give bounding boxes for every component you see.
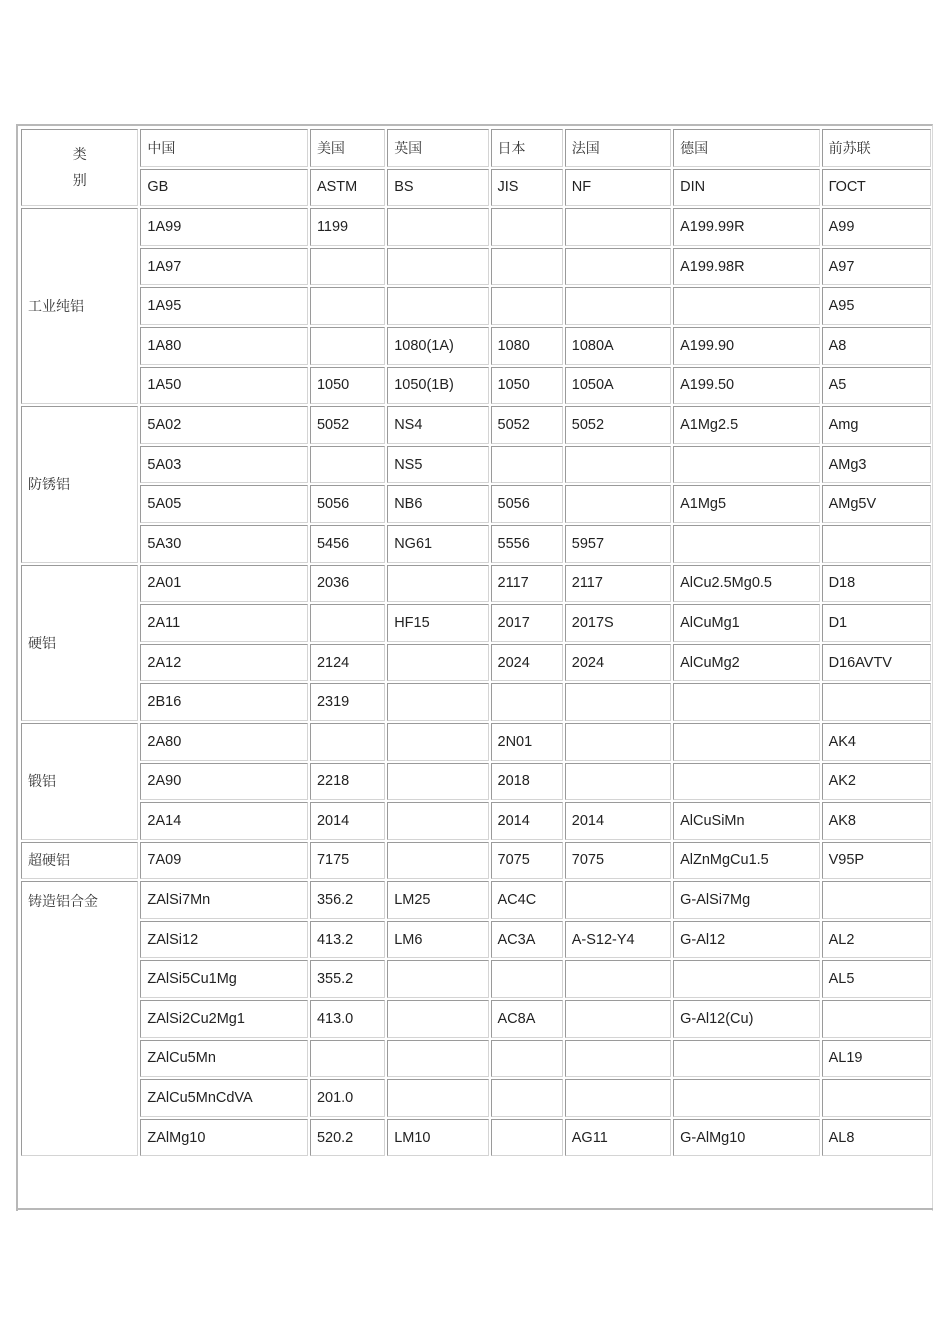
- grade-cell: 5556: [491, 525, 563, 563]
- grade-cell: 1050: [310, 367, 385, 405]
- grade-cell: AL5: [822, 960, 931, 998]
- grade-cell: [491, 1079, 563, 1117]
- category-header-cell: [21, 129, 138, 206]
- grade-cell: [822, 683, 931, 721]
- grade-cell: [673, 525, 819, 563]
- header-row-country: [21, 129, 931, 167]
- table-row: [21, 604, 931, 642]
- grade-cell: 2024: [491, 644, 563, 682]
- grade-cell: D18: [822, 565, 931, 603]
- table-row: [21, 1119, 931, 1157]
- table-row: [21, 565, 931, 603]
- grade-cell: AlCuSiMn: [673, 802, 819, 840]
- table-body: [21, 129, 931, 1156]
- table-row: [21, 1079, 931, 1117]
- header-standard-gost: ГОСТ: [822, 169, 931, 207]
- grade-cell: 5A05: [140, 485, 308, 523]
- category-cell: 铸造铝合金: [21, 881, 138, 1156]
- grade-cell: [673, 446, 819, 484]
- grade-cell: 1199: [310, 208, 385, 246]
- grade-cell: 2017S: [565, 604, 671, 642]
- grade-cell: 356.2: [310, 881, 385, 919]
- grade-cell: [310, 327, 385, 365]
- category-cell: 硬铝: [21, 565, 138, 721]
- grade-cell: [387, 1040, 488, 1078]
- category-cell: 锻铝: [21, 723, 138, 840]
- header-standard-astm: ASTM: [310, 169, 385, 207]
- header-country-uk: 英国: [387, 129, 488, 167]
- grade-cell: [310, 446, 385, 484]
- grade-cell: 2A90: [140, 763, 308, 801]
- grade-cell: 201.0: [310, 1079, 385, 1117]
- grade-cell: 5056: [491, 485, 563, 523]
- grade-cell: [565, 683, 671, 721]
- table-row: [21, 802, 931, 840]
- grade-cell: [491, 287, 563, 325]
- header-standard-gb: GB: [140, 169, 308, 207]
- grade-cell: 413.2: [310, 921, 385, 959]
- grade-cell: [565, 763, 671, 801]
- grade-cell: 1050A: [565, 367, 671, 405]
- grade-cell: AL19: [822, 1040, 931, 1078]
- grade-cell: 355.2: [310, 960, 385, 998]
- header-standard-bs: BS: [387, 169, 488, 207]
- grade-cell: 1A97: [140, 248, 308, 286]
- grade-cell: 7A09: [140, 842, 308, 880]
- grade-cell: 5A03: [140, 446, 308, 484]
- grade-cell: LM10: [387, 1119, 488, 1157]
- category-cell: 防锈铝: [21, 406, 138, 562]
- grade-cell: [565, 723, 671, 761]
- grade-cell: [673, 960, 819, 998]
- grade-cell: AMg5V: [822, 485, 931, 523]
- grade-cell: 5052: [310, 406, 385, 444]
- grade-cell: D16AVTV: [822, 644, 931, 682]
- grade-cell: [491, 1040, 563, 1078]
- grade-cell: ZAlMg10: [140, 1119, 308, 1157]
- table-row: [21, 327, 931, 365]
- grade-cell: AlCu2.5Mg0.5: [673, 565, 819, 603]
- header-country-china: 中国: [140, 129, 308, 167]
- table-row: [21, 446, 931, 484]
- grade-cell: [387, 287, 488, 325]
- grade-cell: G-Al12(Cu): [673, 1000, 819, 1038]
- table-bottom-rule: [16, 1208, 933, 1210]
- grade-cell: HF15: [387, 604, 488, 642]
- grade-cell: [565, 1040, 671, 1078]
- grade-cell: AC4C: [491, 881, 563, 919]
- grade-cell: 1A50: [140, 367, 308, 405]
- grade-cell: [491, 960, 563, 998]
- header-country-ussr: 前苏联: [822, 129, 931, 167]
- grade-cell: A199.98R: [673, 248, 819, 286]
- grade-cell: ZAlSi12: [140, 921, 308, 959]
- table-row: [21, 485, 931, 523]
- grade-cell: AMg3: [822, 446, 931, 484]
- grade-cell: A95: [822, 287, 931, 325]
- table-row: [21, 960, 931, 998]
- grade-cell: AL8: [822, 1119, 931, 1157]
- grade-cell: 7075: [491, 842, 563, 880]
- table-row: [21, 287, 931, 325]
- grade-cell: 1A99: [140, 208, 308, 246]
- grade-cell: [565, 1079, 671, 1117]
- header-standard-din: DIN: [673, 169, 819, 207]
- grade-cell: ZAlSi5Cu1Mg: [140, 960, 308, 998]
- grade-cell: [673, 683, 819, 721]
- grade-cell: [822, 881, 931, 919]
- grade-cell: 5957: [565, 525, 671, 563]
- grade-cell: 2A11: [140, 604, 308, 642]
- grade-cell: 2A14: [140, 802, 308, 840]
- grade-cell: A5: [822, 367, 931, 405]
- grade-cell: 2319: [310, 683, 385, 721]
- table-row: [21, 683, 931, 721]
- grade-cell: [387, 723, 488, 761]
- grade-cell: 1A80: [140, 327, 308, 365]
- table-row: [21, 208, 931, 246]
- grade-cell: G-Al12: [673, 921, 819, 959]
- grade-cell: 1080(1A): [387, 327, 488, 365]
- header-country-germany: 德国: [673, 129, 819, 167]
- category-cell: 工业纯铝: [21, 208, 138, 404]
- grade-cell: A1Mg5: [673, 485, 819, 523]
- table-row: [21, 842, 931, 880]
- grade-cell: A199.90: [673, 327, 819, 365]
- grade-cell: AlCuMg2: [673, 644, 819, 682]
- grade-cell: [387, 763, 488, 801]
- grade-cell: [387, 644, 488, 682]
- grade-cell: [822, 1079, 931, 1117]
- grade-cell: Amg: [822, 406, 931, 444]
- grade-cell: [387, 683, 488, 721]
- table-row: [21, 644, 931, 682]
- grade-cell: A199.99R: [673, 208, 819, 246]
- grade-cell: [310, 287, 385, 325]
- grade-cell: [310, 723, 385, 761]
- grade-cell: 2014: [491, 802, 563, 840]
- alloy-grade-comparison-table: [19, 127, 933, 1158]
- grade-cell: 5056: [310, 485, 385, 523]
- grade-cell: [491, 683, 563, 721]
- grade-cell: 2017: [491, 604, 563, 642]
- grade-cell: 2218: [310, 763, 385, 801]
- grade-cell: V95P: [822, 842, 931, 880]
- header-standard-jis: JIS: [491, 169, 563, 207]
- grade-cell: 2A01: [140, 565, 308, 603]
- header-standard-nf: NF: [565, 169, 671, 207]
- header-country-japan: 日本: [491, 129, 563, 167]
- grade-cell: [387, 1000, 488, 1038]
- grade-cell: [387, 960, 488, 998]
- grade-cell: A1Mg2.5: [673, 406, 819, 444]
- grade-cell: [673, 763, 819, 801]
- grade-cell: 2014: [310, 802, 385, 840]
- grade-cell: 1050(1B): [387, 367, 488, 405]
- grade-cell: [822, 525, 931, 563]
- grade-cell: ZAlCu5Mn: [140, 1040, 308, 1078]
- grade-cell: [673, 1040, 819, 1078]
- grade-cell: [310, 1040, 385, 1078]
- grade-cell: A199.50: [673, 367, 819, 405]
- grade-cell: [491, 208, 563, 246]
- alloy-grade-table-frame: [16, 124, 933, 1211]
- table-row: [21, 367, 931, 405]
- grade-cell: AL2: [822, 921, 931, 959]
- grade-cell: 7175: [310, 842, 385, 880]
- grade-cell: [387, 208, 488, 246]
- grade-cell: 1080A: [565, 327, 671, 365]
- category-cell: 超硬铝: [21, 842, 138, 880]
- grade-cell: 2117: [565, 565, 671, 603]
- grade-cell: NG61: [387, 525, 488, 563]
- grade-cell: [565, 248, 671, 286]
- grade-cell: [387, 248, 488, 286]
- grade-cell: [565, 1000, 671, 1038]
- grade-cell: 5456: [310, 525, 385, 563]
- table-row: [21, 921, 931, 959]
- grade-cell: [565, 485, 671, 523]
- table-row: [21, 248, 931, 286]
- grade-cell: 5052: [491, 406, 563, 444]
- table-row: [21, 763, 931, 801]
- header-row-standard: [21, 169, 931, 207]
- table-row: [21, 406, 931, 444]
- table-row: [21, 1040, 931, 1078]
- grade-cell: AlZnMgCu1.5: [673, 842, 819, 880]
- category-header-line-2: 别: [72, 172, 87, 189]
- grade-cell: [565, 960, 671, 998]
- grade-cell: [491, 446, 563, 484]
- grade-cell: 2014: [565, 802, 671, 840]
- grade-cell: 520.2: [310, 1119, 385, 1157]
- category-header-line-1: 类: [72, 146, 87, 163]
- grade-cell: 2117: [491, 565, 563, 603]
- table-row: [21, 723, 931, 761]
- table-row: [21, 881, 931, 919]
- grade-cell: 5A30: [140, 525, 308, 563]
- grade-cell: [310, 604, 385, 642]
- grade-cell: [387, 1079, 488, 1117]
- grade-cell: LM6: [387, 921, 488, 959]
- grade-cell: AK4: [822, 723, 931, 761]
- grade-cell: 2A80: [140, 723, 308, 761]
- table-row: [21, 1000, 931, 1038]
- grade-cell: 2124: [310, 644, 385, 682]
- grade-cell: AK2: [822, 763, 931, 801]
- grade-cell: [310, 248, 385, 286]
- header-country-france: 法国: [565, 129, 671, 167]
- grade-cell: A99: [822, 208, 931, 246]
- grade-cell: G-AlMg10: [673, 1119, 819, 1157]
- grade-cell: 1080: [491, 327, 563, 365]
- grade-cell: [387, 565, 488, 603]
- grade-cell: 2N01: [491, 723, 563, 761]
- table-row: [21, 525, 931, 563]
- grade-cell: AC3A: [491, 921, 563, 959]
- grade-cell: LM25: [387, 881, 488, 919]
- grade-cell: 7075: [565, 842, 671, 880]
- grade-cell: AlCuMg1: [673, 604, 819, 642]
- grade-cell: 1050: [491, 367, 563, 405]
- grade-cell: 2B16: [140, 683, 308, 721]
- grade-cell: G-AlSi7Mg: [673, 881, 819, 919]
- grade-cell: [565, 881, 671, 919]
- grade-cell: [673, 287, 819, 325]
- grade-cell: [673, 723, 819, 761]
- grade-cell: 5052: [565, 406, 671, 444]
- grade-cell: [565, 287, 671, 325]
- grade-cell: D1: [822, 604, 931, 642]
- grade-cell: NS5: [387, 446, 488, 484]
- grade-cell: AG11: [565, 1119, 671, 1157]
- grade-cell: [822, 1000, 931, 1038]
- grade-cell: [565, 446, 671, 484]
- grade-cell: ZAlSi2Cu2Mg1: [140, 1000, 308, 1038]
- grade-cell: [491, 248, 563, 286]
- grade-cell: 413.0: [310, 1000, 385, 1038]
- grade-cell: 2024: [565, 644, 671, 682]
- grade-cell: 5A02: [140, 406, 308, 444]
- grade-cell: [387, 842, 488, 880]
- grade-cell: [491, 1119, 563, 1157]
- grade-cell: AK8: [822, 802, 931, 840]
- grade-cell: NB6: [387, 485, 488, 523]
- grade-cell: 1A95: [140, 287, 308, 325]
- grade-cell: 2A12: [140, 644, 308, 682]
- grade-cell: ZAlSi7Mn: [140, 881, 308, 919]
- grade-cell: [565, 208, 671, 246]
- grade-cell: 2036: [310, 565, 385, 603]
- grade-cell: 2018: [491, 763, 563, 801]
- grade-cell: A-S12-Y4: [565, 921, 671, 959]
- grade-cell: [387, 802, 488, 840]
- header-country-usa: 美国: [310, 129, 385, 167]
- grade-cell: AC8A: [491, 1000, 563, 1038]
- grade-cell: [673, 1079, 819, 1117]
- grade-cell: ZAlCu5MnCdVA: [140, 1079, 308, 1117]
- grade-cell: NS4: [387, 406, 488, 444]
- grade-cell: A8: [822, 327, 931, 365]
- grade-cell: A97: [822, 248, 931, 286]
